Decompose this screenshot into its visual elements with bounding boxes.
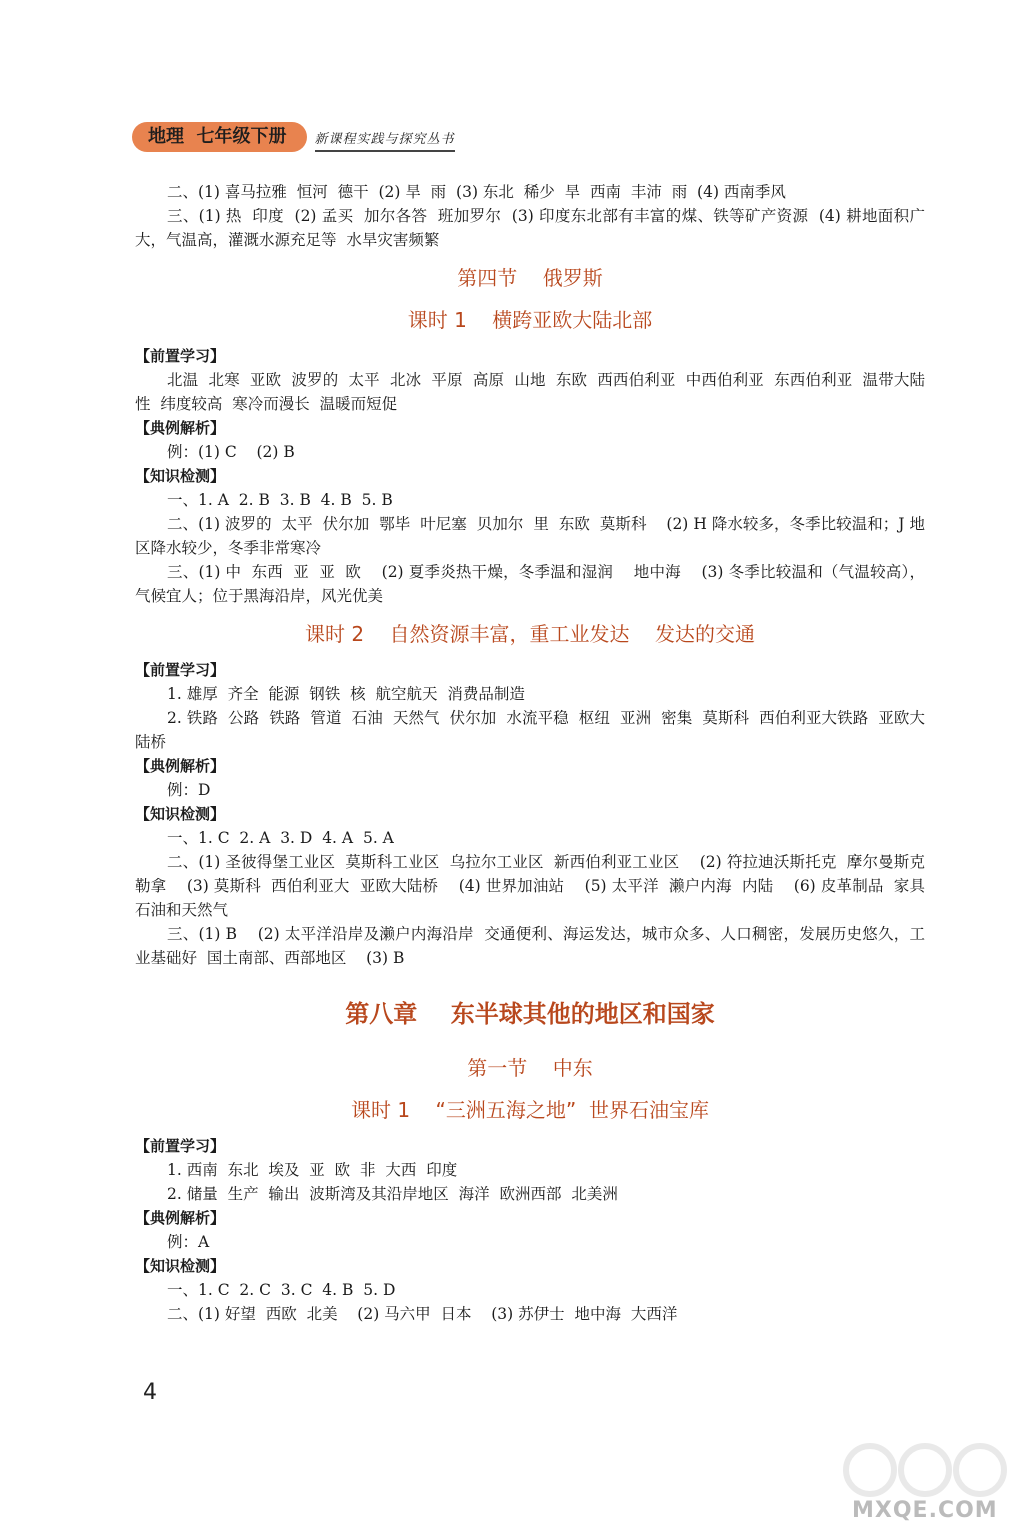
- answer-line: 一、1. C 2. C 3. C 4. B 5. D: [167, 1281, 396, 1299]
- lesson-title: 课时 2 自然资源丰富，重工业发达 发达的交通: [305, 622, 755, 646]
- answer-line: 一、1. A 2. B 3. B 4. B 5. B: [167, 491, 393, 509]
- section-title: 第四节 俄罗斯: [457, 266, 603, 290]
- answer-line: 三、(1) B (2) 太平洋沿岸及濑户内海沿岸 交通便利、海运发达，城市众多、人口稠密，发展历史悠久，工业基础好 国土南部、西部地区 (3) B: [135, 925, 925, 967]
- answer-line: 1. 西南 东北 埃及 亚 欧 非 大西 印度: [167, 1161, 458, 1179]
- watermark-text: MXQE.COM: [852, 1498, 998, 1523]
- lesson-title: 课时 1 “三洲五海之地” 世界石油宝库: [351, 1098, 709, 1122]
- answer-line: 二、(1) 好望 西欧 北美 (2) 马六甲 日本 (3) 苏伊士 地中海 大西洋: [167, 1305, 678, 1323]
- page-header: [132, 122, 455, 152]
- lesson-title: 课时 1 横跨亚欧大陆北部: [407, 308, 653, 332]
- answer-line: 例：D: [167, 781, 211, 799]
- answer-line: 2. 铁路 公路 铁路 管道 石油 天然气 伏尔加 水流平稳 枢纽 亚洲 密集 莫斯科 西伯利亚大铁路 亚欧大陆桥: [135, 709, 925, 751]
- answer-line: 例：(1) C (2) B: [167, 443, 295, 461]
- section-title: 第一节 中东: [467, 1056, 593, 1080]
- subsection-label: 【前置学习】: [135, 661, 226, 679]
- answer-line: 二、(1) 波罗的 太平 伏尔加 鄂毕 叶尼塞 贝加尔 里 东欧 莫斯科 (2) H 降水较多，冬季比较温和；J 地区降水较少，冬季非常寒冷: [135, 515, 925, 557]
- answer-line: 二、(1) 圣彼得堡工业区 莫斯科工业区 乌拉尔工业区 新西伯利亚工业区 (2) 符拉迪沃斯托克 摩尔曼斯克 勒拿 (3) 莫斯科 西伯利亚大 亚欧大陆桥 (4) 世界加油站 (5) 太平洋 濑户内海 内陆 (6) 皮革制品 家具 石油和天然气: [135, 853, 935, 919]
- subsection-label: 【典例解析】: [135, 419, 226, 437]
- subsection-label: 【知识检测】: [135, 1257, 226, 1275]
- answer-line: 2. 储量 生产 输出 波斯湾及其沿岸地区 海洋 欧洲西部 北美洲: [167, 1185, 618, 1203]
- series-title: 新课程实践与探究丛书: [315, 128, 455, 152]
- answer-content: [135, 180, 935, 1326]
- answer-line: 1. 雄厚 齐全 能源 钢铁 核 航空航天 消费品制造: [167, 685, 525, 703]
- answer-line: 三、(1) 热 印度 (2) 孟买 加尔各答 班加罗尔 (3) 印度东北部有丰富的煤、铁等矿产资源 (4) 耕地面积广大，气温高，灌溉水源充足等 水旱灾害频繁: [135, 207, 925, 249]
- subsection-label: 【典例解析】: [135, 1209, 226, 1227]
- subsection-label: 【前置学习】: [135, 1137, 226, 1155]
- page-number: 4: [143, 1380, 157, 1405]
- subject-grade-tag: 地理 七年级下册: [132, 122, 307, 152]
- answer-line: 二、(1) 喜马拉雅 恒河 德干 (2) 旱 雨 (3) 东北 稀少 旱 西南 丰沛 雨 (4) 西南季风: [167, 183, 786, 201]
- answer-line: 三、(1) 中 东西 亚 亚 欧 (2) 夏季炎热干燥，冬季温和湿润 地中海 (3) 冬季比较温和（气温较高），气候宜人；位于黑海沿岸，风光优美: [135, 563, 925, 605]
- answer-line: 北温 北寒 亚欧 波罗的 太平 北冰 平原 高原 山地 东欧 西西伯利亚 中西伯利亚 东西伯利亚 温带大陆性 纬度较高 寒冷而漫长 温暖而短促: [135, 371, 925, 413]
- subsection-label: 【知识检测】: [135, 467, 226, 485]
- answer-line: 一、1. C 2. A 3. D 4. A 5. A: [167, 829, 394, 847]
- answer-line: 例：A: [167, 1233, 210, 1251]
- chapter-title: 第八章 东半球其他的地区和国家: [345, 1000, 715, 1028]
- subsection-label: 【典例解析】: [135, 757, 226, 775]
- subsection-label: 【知识检测】: [135, 805, 226, 823]
- subsection-label: 【前置学习】: [135, 347, 226, 365]
